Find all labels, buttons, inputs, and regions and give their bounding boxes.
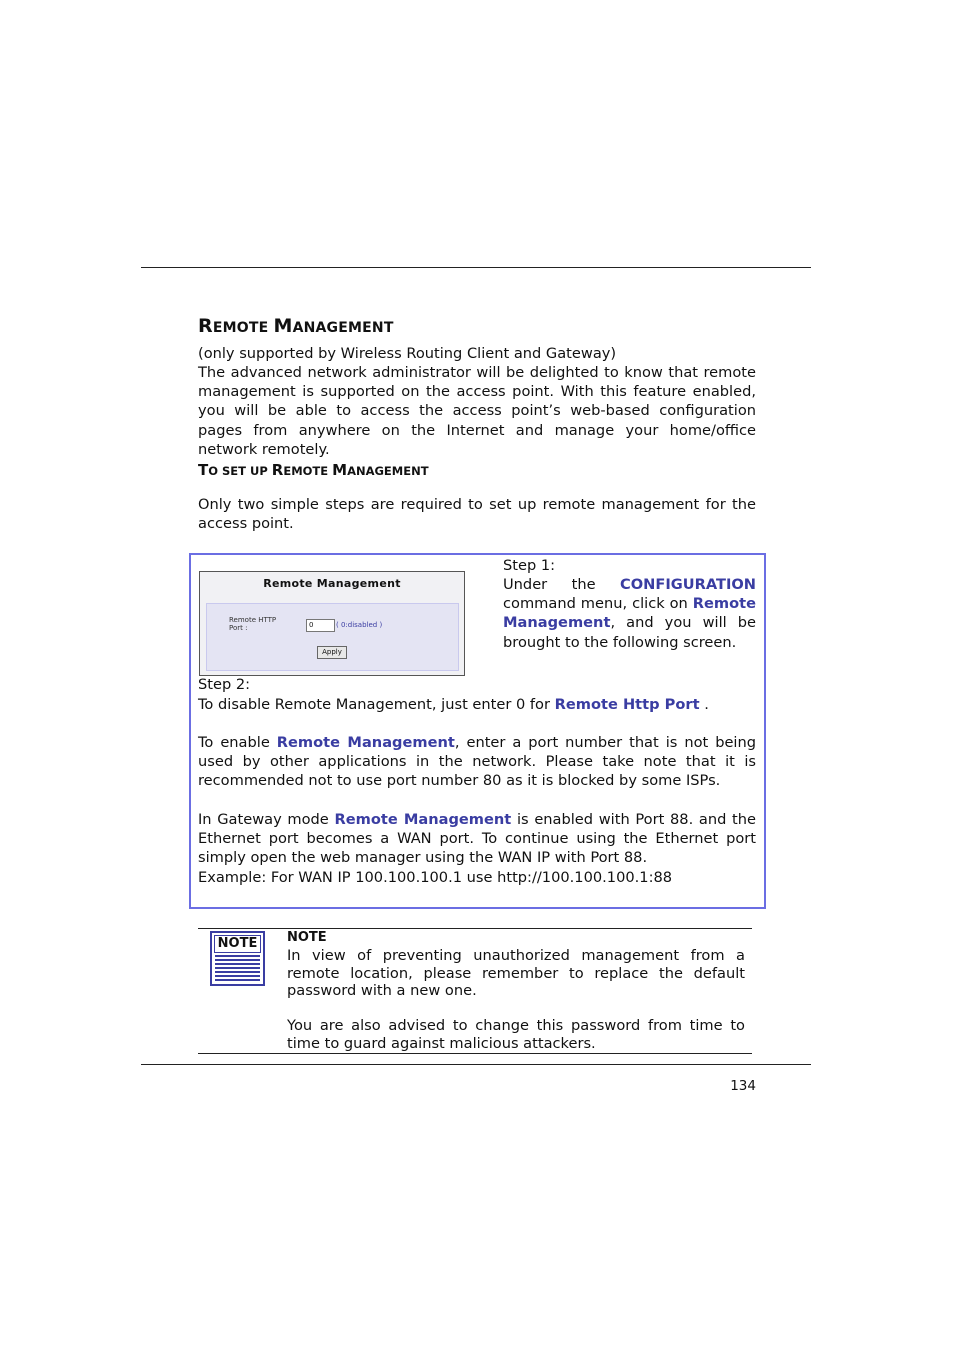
note-icon: NOTE: [210, 931, 265, 986]
step2-label: Step 2:: [198, 676, 251, 693]
note-bottom-rule: [198, 1053, 752, 1054]
step1-label: Step 1:: [503, 557, 556, 574]
note-top-rule: [198, 928, 752, 929]
note-paragraph-2: You are also advised to change this password from time to time to guard against malicious attackers.: [287, 1017, 745, 1052]
remote-http-port-link: Remote Http Port: [554, 696, 700, 713]
section-heading: REMOTE MANAGEMENT: [198, 315, 394, 337]
remote-management-screenshot: [199, 571, 465, 676]
screenshot-hint: ( 0:disabled ): [336, 621, 383, 629]
note-title: NOTE: [287, 930, 327, 945]
screenshot-title: Remote Management: [263, 577, 401, 590]
apply-button: Apply: [317, 646, 347, 659]
remote-management-link: Remote Management: [334, 811, 512, 828]
screenshot-field-label: Remote HTTP Port :: [229, 616, 277, 632]
step2-disable: To disable Remote Management, just enter 0 for Remote Http Port .: [198, 696, 709, 713]
step1-text: Under the CONFIGURATION command menu, click on Remote Management, and you will be brought to the following screen.: [503, 576, 756, 651]
subheading: TO SET UP REMOTE MANAGEMENT: [198, 461, 429, 479]
remote-management-link: Remote Management: [503, 595, 756, 632]
step2-example: Example: For WAN IP 100.100.100.1 use http://100.100.100.1:88: [198, 869, 673, 886]
page-number: 134: [730, 1078, 756, 1094]
step2-gateway: In Gateway mode Remote Management is enabled with Port 88. and the Ethernet port becomes a WAN port. To continue using the Ethernet port simply open the web manager using the WAN IP with Port 88.: [198, 811, 756, 867]
screenshot-form: [206, 603, 459, 671]
step2-enable: To enable Remote Management, enter a port number that is not being used by other applications in the network. Please take note that it is recommended not to use port number 80 as it is blocked by some ISPs.: [198, 734, 757, 790]
configuration-link: CONFIGURATION: [620, 576, 756, 593]
note-paragraph-1: In view of preventing unauthorized management from a remote location, please remember to replace the default password with a new one.: [287, 947, 745, 999]
steps-intro: Only two simple steps are required to set up remote management for the access point.: [198, 496, 756, 533]
remote-management-link: Remote Management: [276, 734, 455, 751]
intro-paragraph: The advanced network administrator will be delighted to know that remote management is supported on the access point. With this feature enabled, you will be able to access the access point’s web-based configuration pages from anywhere on the Internet and manage your home/office network remotely.: [198, 364, 756, 458]
intro-note: (only supported by Wireless Routing Client and Gateway): [198, 345, 617, 362]
top-rule: [141, 267, 811, 268]
remote-http-port-input: 0: [306, 619, 335, 632]
bottom-rule: [141, 1064, 811, 1065]
